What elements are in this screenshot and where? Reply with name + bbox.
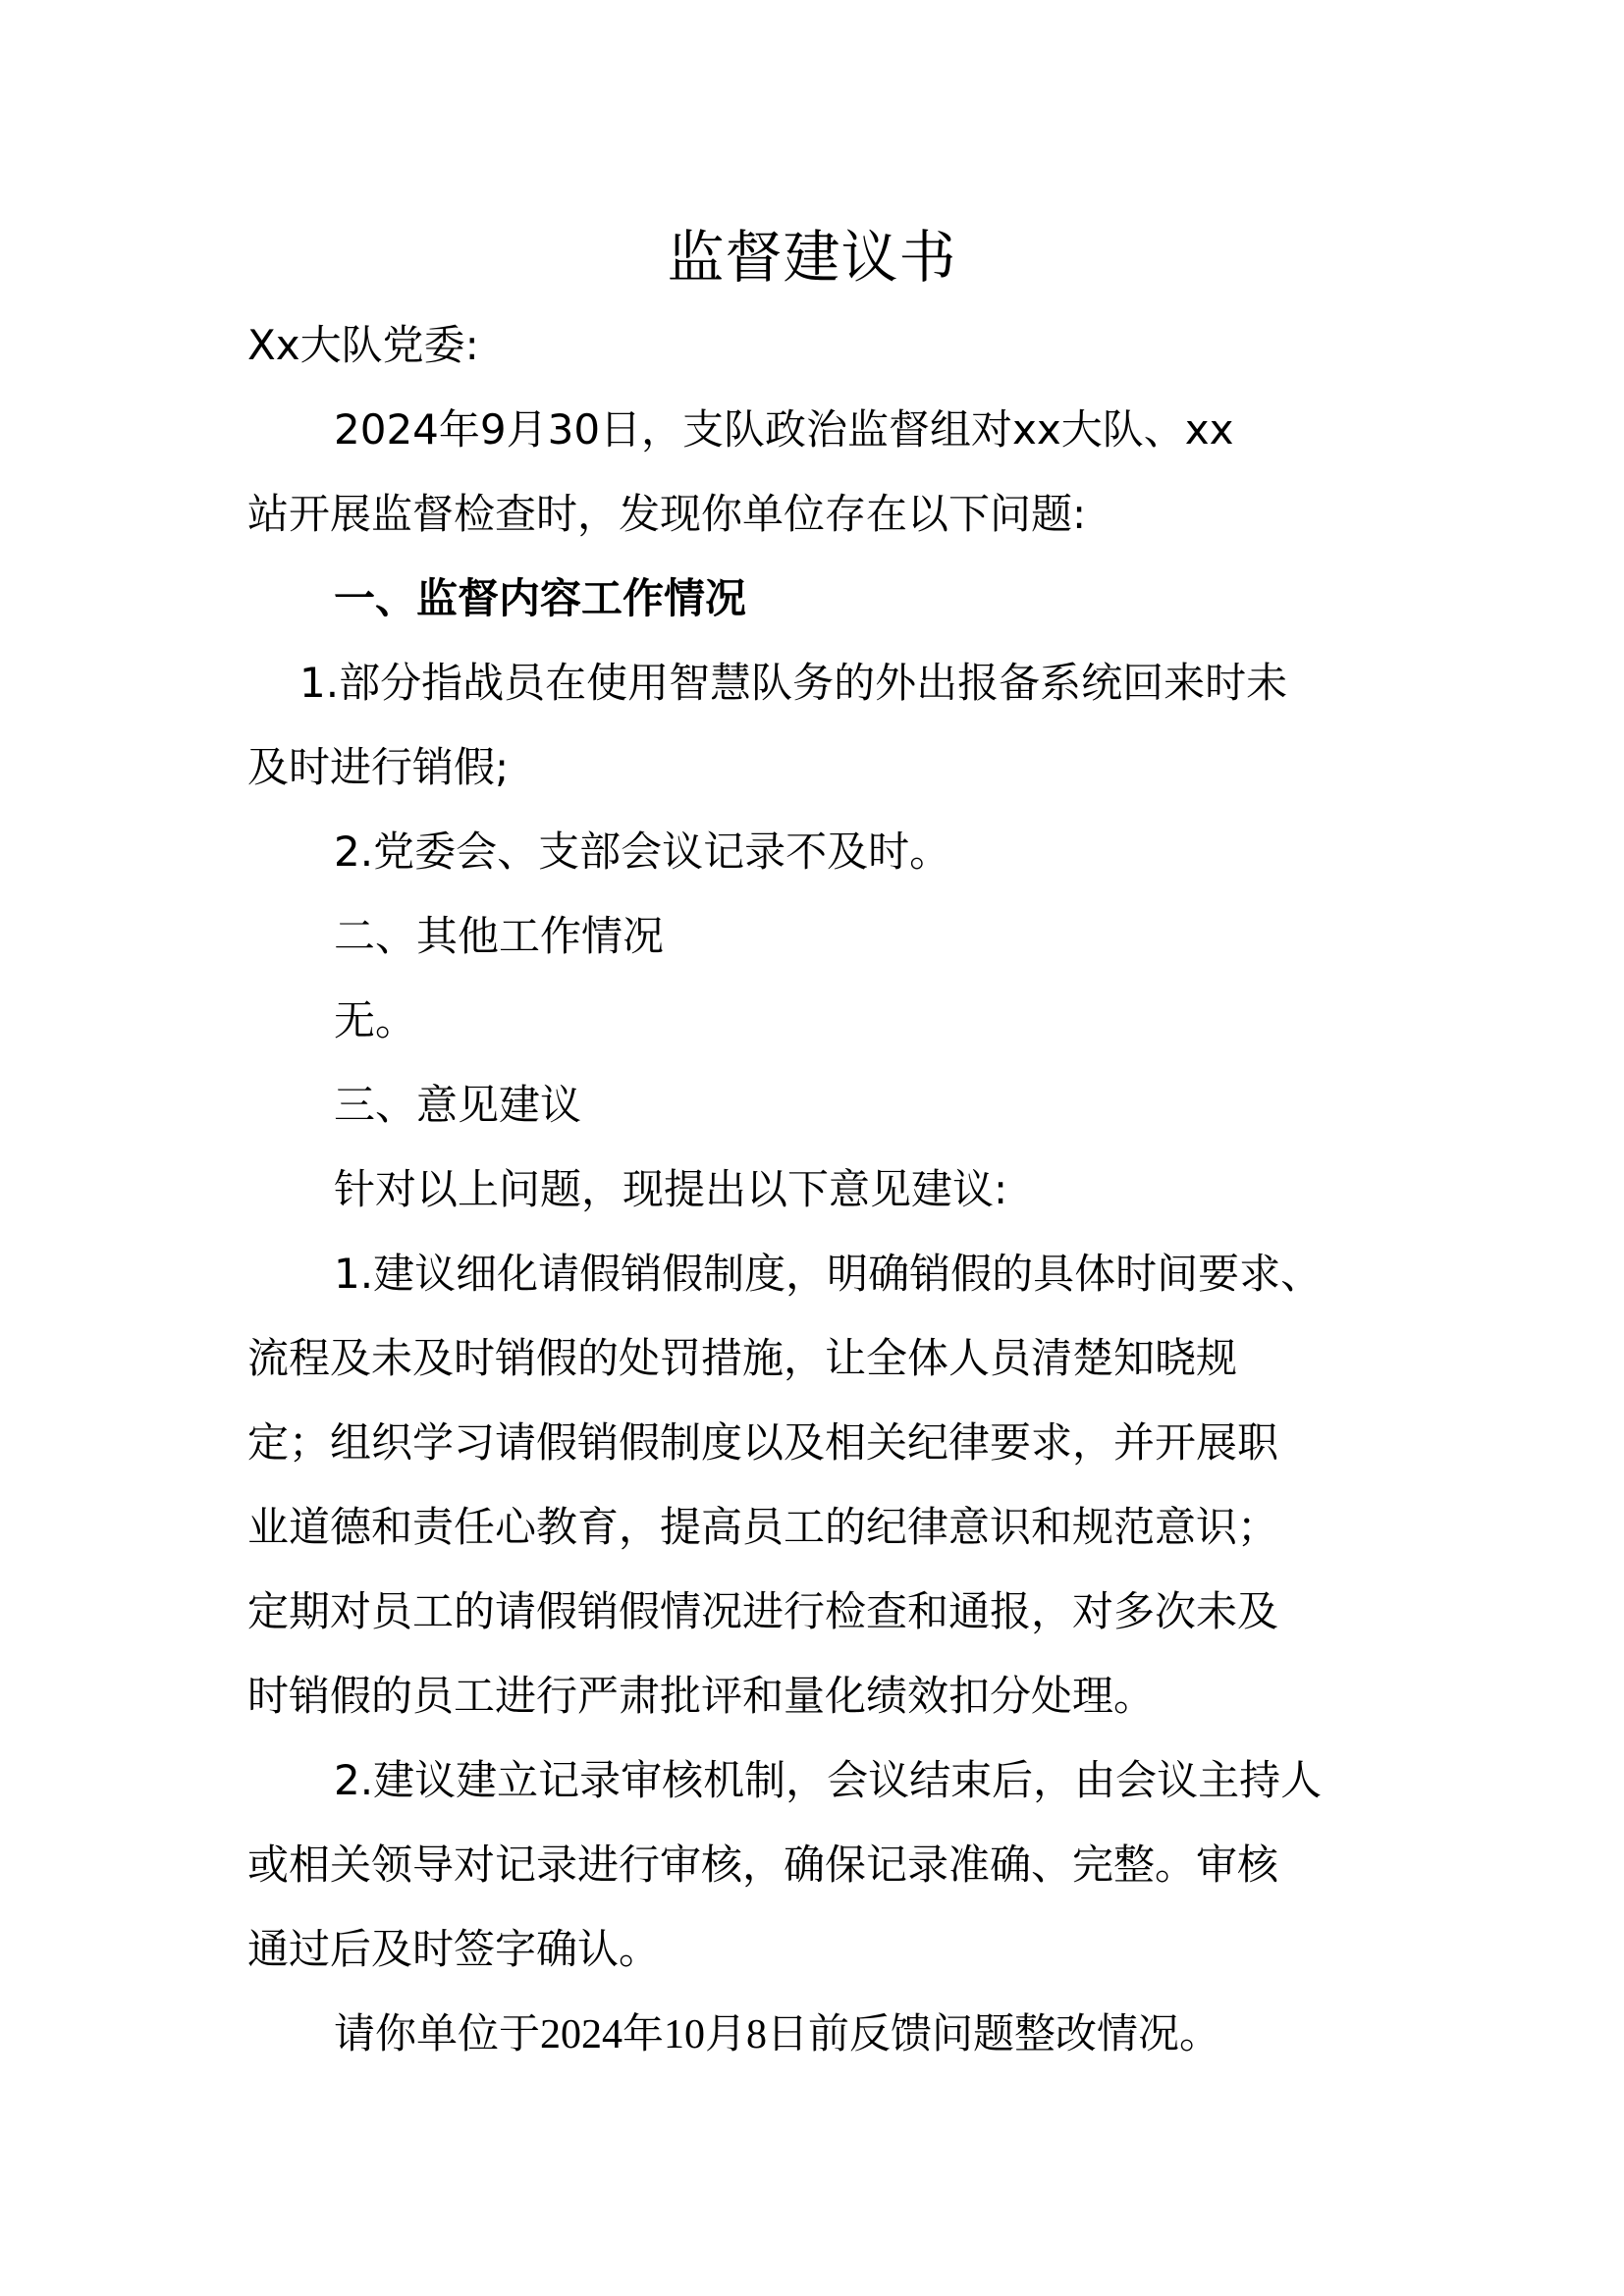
section-1-item-1-line-1: 1.部分指战员在使用智慧队务的外出报备系统回来时未 (299, 659, 1288, 707)
section-3-item-2-line-3: 通过后及时签字确认。 (247, 1925, 661, 1973)
section-3-item-1-line-2: 流程及未及时销假的处罚措施，让全体人员清楚知晓规 (247, 1334, 1238, 1382)
section-1-item-2: 2.党委会、支部会议记录不及时。 (334, 828, 951, 876)
closing-month-unit: 月 (705, 2009, 747, 2057)
section-1-item-1-line-2: 及时进行销假; (247, 743, 510, 791)
closing-month: 10 (664, 2012, 706, 2057)
section-3-item-1-line-4: 业道德和责任心教育，提高员工的纪律意识和规范意识； (247, 1503, 1279, 1551)
section-3-item-1-line-3: 定；组织学习请假销假制度以及相关纪律要求，并开展职 (247, 1418, 1279, 1467)
intro-line-2: 站开展监督检查时，发现你单位存在以下问题: (247, 490, 1087, 538)
section-3-item-1-line-1: 1.建议细化请假销假制度，明确销假的具体时间要求、 (334, 1250, 1323, 1298)
document-title: 监督建议书 (667, 224, 957, 291)
closing-year: 2024 (540, 2012, 623, 2057)
closing-day: 8 (746, 2012, 768, 2057)
salutation: Xx大队党委: (247, 321, 479, 369)
closing-year-unit: 年 (623, 2009, 665, 2057)
section-2-heading: 二、其他工作情况 (334, 912, 665, 960)
closing-sentence (334, 2004, 1220, 2064)
section-3-heading: 三、意见建议 (334, 1081, 582, 1129)
closing-suffix: 日前反馈问题整改情况。 (767, 2009, 1221, 2057)
section-3-item-2-line-1: 2.建议建立记录审核机制，会议结束后，由会议主持人 (334, 1756, 1323, 1804)
section-3-item-1-line-6: 时销假的员工进行严肃批评和量化绩效扣分处理。 (247, 1672, 1156, 1720)
section-2-body: 无。 (334, 996, 417, 1044)
closing-prefix: 请你单位于 (334, 2009, 541, 2057)
section-1-heading: 一、监督内容工作情况 (334, 574, 747, 622)
section-3-item-2-line-2: 或相关领导对记录进行审核，确保记录准确、完整。审核 (247, 1841, 1279, 1889)
intro-line-1: 2024年9月30日，支队政治监督组对xx大队、xx (334, 405, 1234, 454)
section-3-item-1-line-5: 定期对员工的请假销假情况进行检查和通报，对多次未及 (247, 1587, 1279, 1635)
section-3-lead: 针对以上问题，现提出以下意见建议: (334, 1165, 1008, 1213)
